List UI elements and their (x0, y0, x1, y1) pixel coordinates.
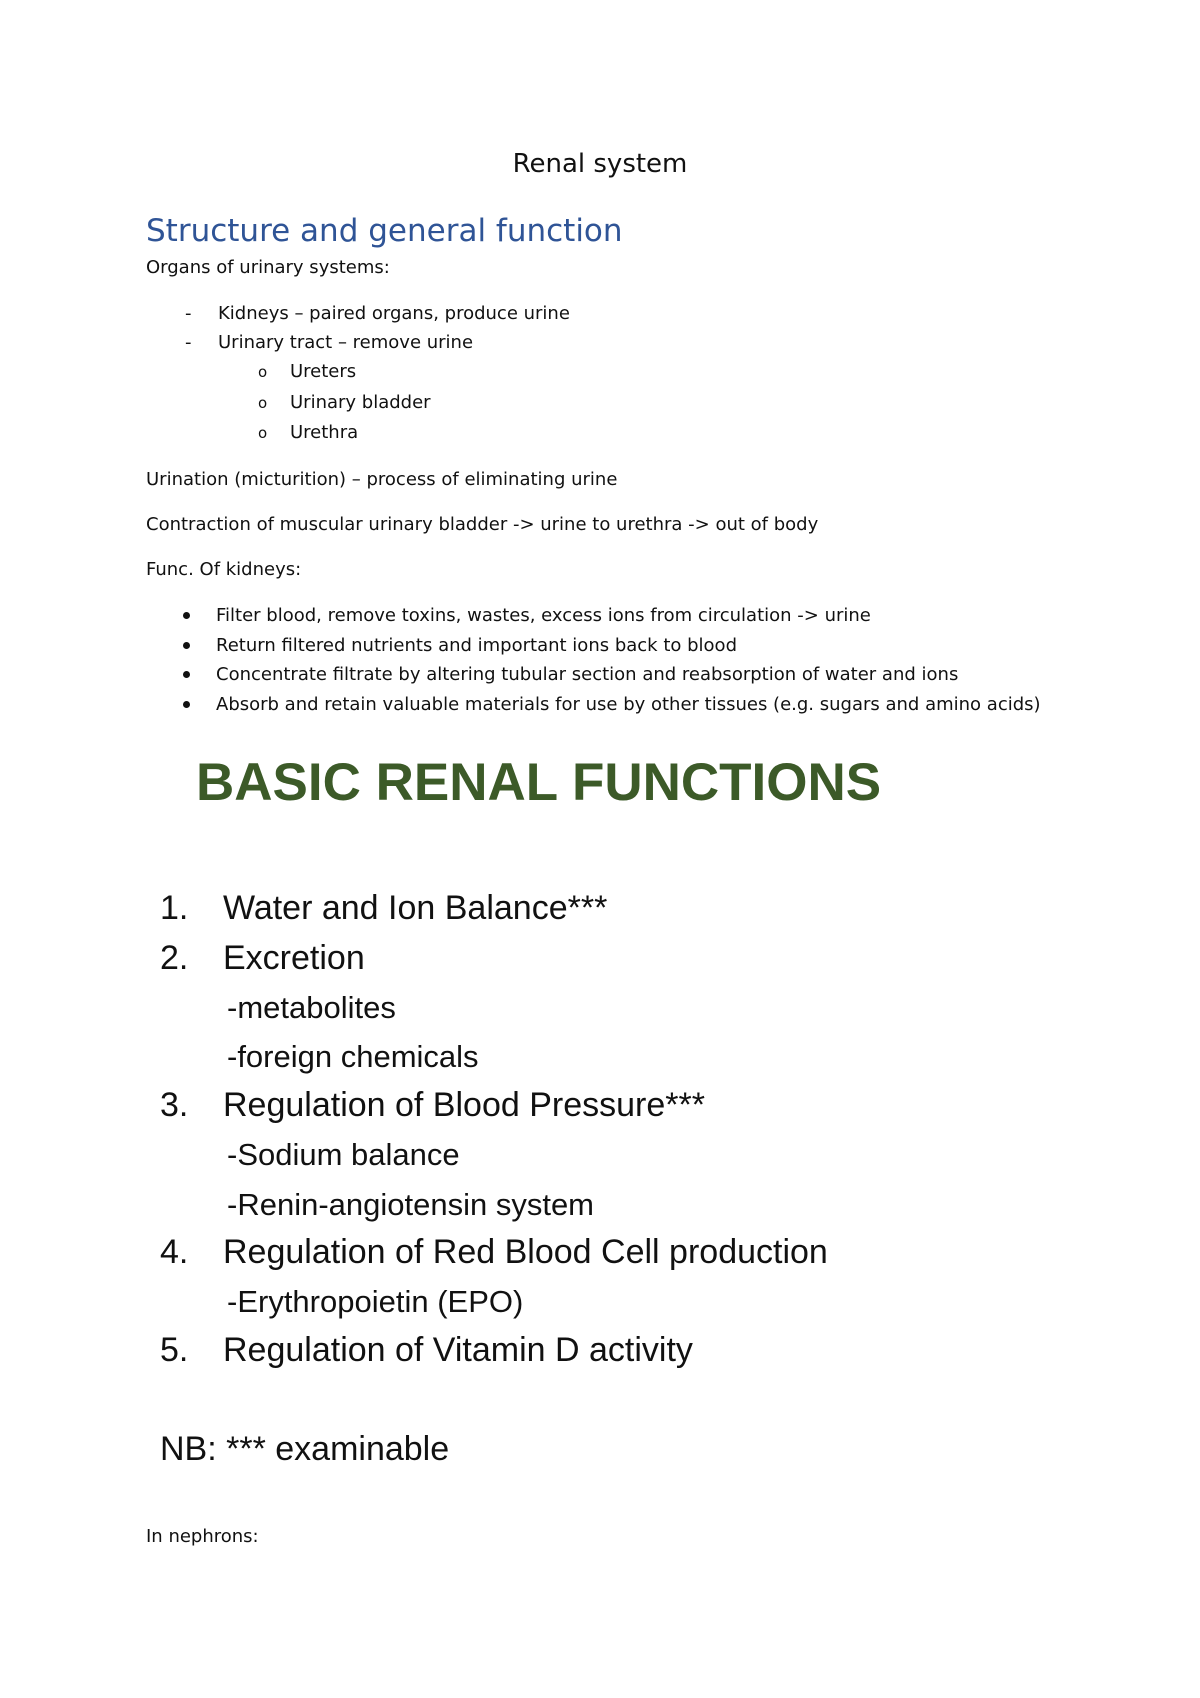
slide-sub-item: -foreign chemicals (227, 1039, 479, 1074)
slide-item-text: Regulation of Blood Pressure*** (223, 1086, 705, 1124)
slide-sub-item: -Renin-angiotensin system (227, 1187, 595, 1222)
bullet-marker (183, 642, 190, 649)
slide-item-number: 1. (160, 889, 189, 927)
slide-item-text: Water and Ion Balance*** (223, 889, 608, 927)
slide-item-number: 3. (160, 1086, 189, 1124)
slide-item-number: 2. (160, 939, 189, 977)
list-item-text: Concentrate filtrate by altering tubular section and reabsorption of water and ions (216, 664, 959, 685)
kidney-functions-intro: Func. Of kidneys: (146, 559, 302, 580)
list-item-text: Return filtered nutrients and important ions back to blood (216, 635, 737, 656)
circle-marker: o (258, 363, 268, 381)
circle-marker: o (258, 394, 268, 412)
urination-line: Urination (micturition) – process of eliminating urine (146, 469, 618, 490)
slide-item-number: 4. (160, 1233, 189, 1271)
bullet-marker (183, 701, 190, 708)
nephrons-line: In nephrons: (146, 1526, 259, 1547)
slide-item-text: Regulation of Red Blood Cell production (223, 1233, 828, 1271)
contraction-line: Contraction of muscular urinary bladder -> urine to urethra -> out of body (146, 514, 819, 535)
section-heading: Structure and general function (146, 213, 623, 249)
slide-item-number: 5. (160, 1331, 189, 1369)
list-item-text: Urethra (290, 422, 359, 443)
slide-item-text: Regulation of Vitamin D activity (223, 1331, 693, 1369)
slide-item-text: Excretion (223, 939, 365, 977)
slide-sub-item: -Erythropoietin (EPO) (227, 1284, 524, 1319)
list-item-text: Urinary bladder (290, 392, 431, 413)
list-item-text: Absorb and retain valuable materials for use by other tissues (e.g. sugars and amino acids) (216, 694, 1041, 715)
slide-note: NB: *** examinable (160, 1430, 450, 1468)
list-item-text: Filter blood, remove toxins, wastes, excess ions from circulation -> urine (216, 605, 871, 626)
document-title: Renal system (512, 149, 688, 179)
list-item-text: Urinary tract – remove urine (218, 332, 474, 353)
slide-sub-item: -Sodium balance (227, 1137, 460, 1172)
dash-marker: - (185, 303, 192, 324)
organs-intro: Organs of urinary systems: (146, 257, 390, 278)
dash-marker: - (185, 332, 192, 353)
circle-marker: o (258, 424, 268, 442)
slide-sub-item: -metabolites (227, 990, 396, 1025)
slide-title: BASIC RENAL FUNCTIONS (196, 753, 882, 812)
list-item-text: Kidneys – paired organs, produce urine (218, 303, 570, 324)
bullet-marker (183, 671, 190, 678)
renal-functions-slide (146, 735, 1046, 1485)
list-item-text: Ureters (290, 361, 357, 382)
bullet-marker (183, 612, 190, 619)
